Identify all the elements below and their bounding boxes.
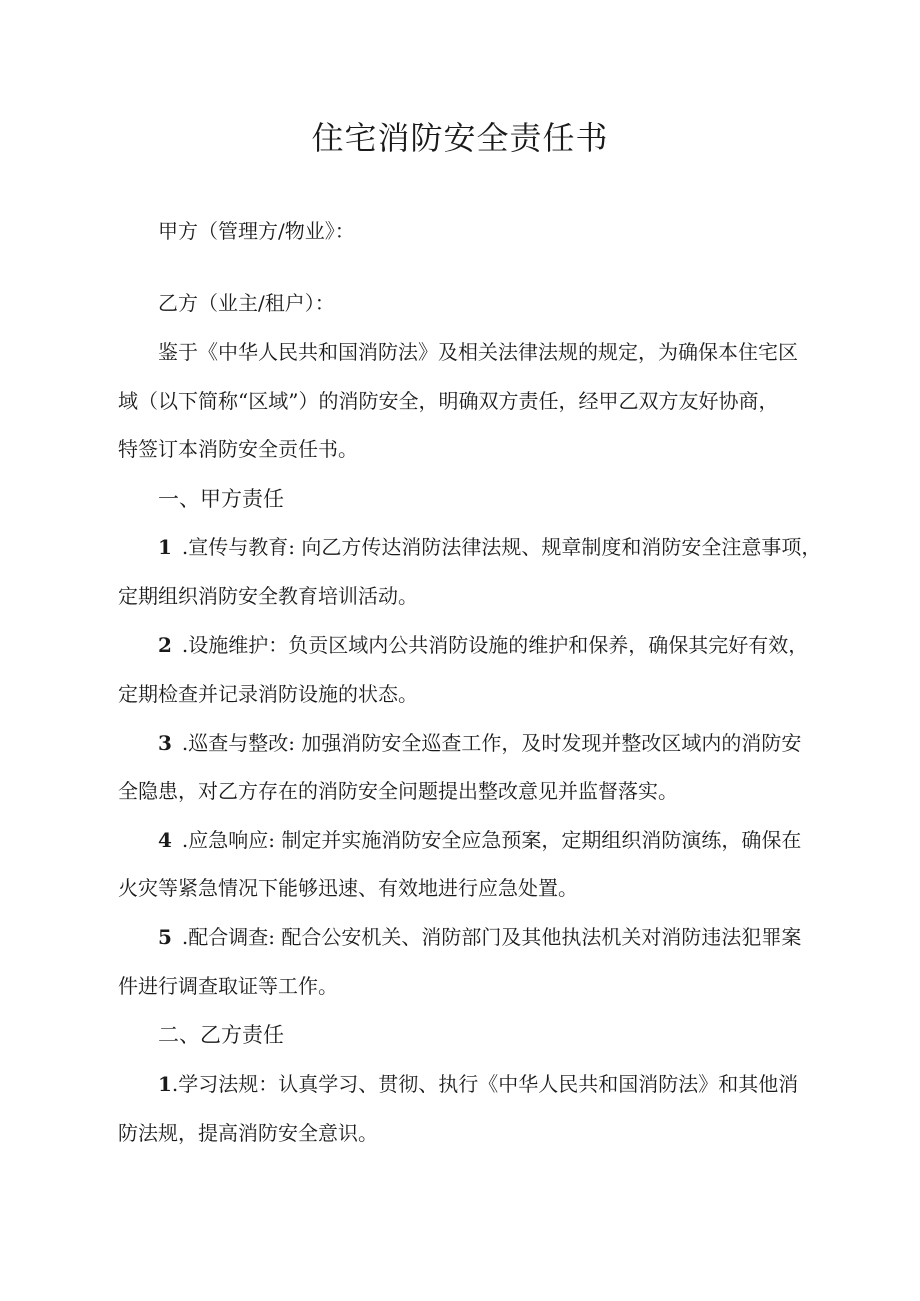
item-number: 5: [158, 925, 172, 949]
preamble-line-2: 域（以下简称“区域”）的消防安全，明确双方责任，经甲乙双方友好协商，: [118, 389, 779, 413]
section-1-item-1-line-2: 定期组织消防安全教育培训活动。: [118, 584, 418, 608]
item-number: 1: [158, 1072, 172, 1096]
section-1-item-2-line-1: [158, 630, 808, 660]
preamble-line-3: 特签订本消防安全贡任书。: [118, 437, 358, 461]
party-a-line: 甲方（管理方/物业》：: [158, 219, 355, 243]
section-2-item-1-line-2: 防法规，提高消防安全意识。: [118, 1121, 378, 1145]
item-text: .宣传与教育: 向乙方传达消防法律法规、规章制度和消防安全注意事项，: [181, 535, 822, 559]
item-text: .应急响应: 制定并实施消防安全应急预案，定期组织消防演练，确保在: [181, 828, 802, 852]
section-1-item-4-line-1: [158, 825, 808, 855]
section-1-item-2-line-2: 定期检查并记录消防设施的状态。: [118, 682, 418, 706]
item-text: .学习法规：认真学习、贯彻、执行《中华人民共和国消防法》和其他消: [171, 1072, 799, 1096]
section-1-item-3-line-1: [158, 728, 808, 758]
section-1-item-5-line-1: [158, 922, 808, 952]
section-1-item-1-line-1: [158, 532, 822, 562]
document-title: 住宅消防安全责任书: [311, 119, 609, 157]
item-number: 1: [158, 535, 172, 559]
item-number: 4: [158, 828, 172, 852]
section-1-item-5-line-2: 件进行调查取证等工作。: [118, 974, 338, 998]
item-text: .配合调查: 配合公安机关、消防部门及其他执法机关对消防违法犯罪案: [181, 925, 802, 949]
item-text: .设施维护：负贡区域内公共消防设施的维护和保养，确保其完好有效，: [181, 633, 809, 657]
preamble-line-1: 鉴于《中华人民共和国消防法》及相关法律法规的规定，为确保本住宅区: [158, 340, 798, 364]
item-text: .巡查与整改: 加强消防安全巡查工作，及时发现并整改区域内的消防安: [181, 731, 802, 755]
item-number: 3: [158, 731, 172, 755]
section-2-heading: 二、乙方责任: [158, 1023, 284, 1047]
section-1-item-3-line-2: 全隐患，对乙方存在的消防安全问题提出整改意见并监督落实。: [118, 779, 678, 803]
party-b-line: 乙方（业主/租户）：: [158, 291, 335, 315]
section-1-item-4-line-2: 火灾等紧急情况下能够迅速、有效地进行应急处置。: [118, 876, 578, 900]
item-number: 2: [158, 633, 172, 657]
section-1-heading: 一、甲方责任: [158, 487, 284, 511]
section-2-item-1-line-1: [158, 1069, 808, 1099]
